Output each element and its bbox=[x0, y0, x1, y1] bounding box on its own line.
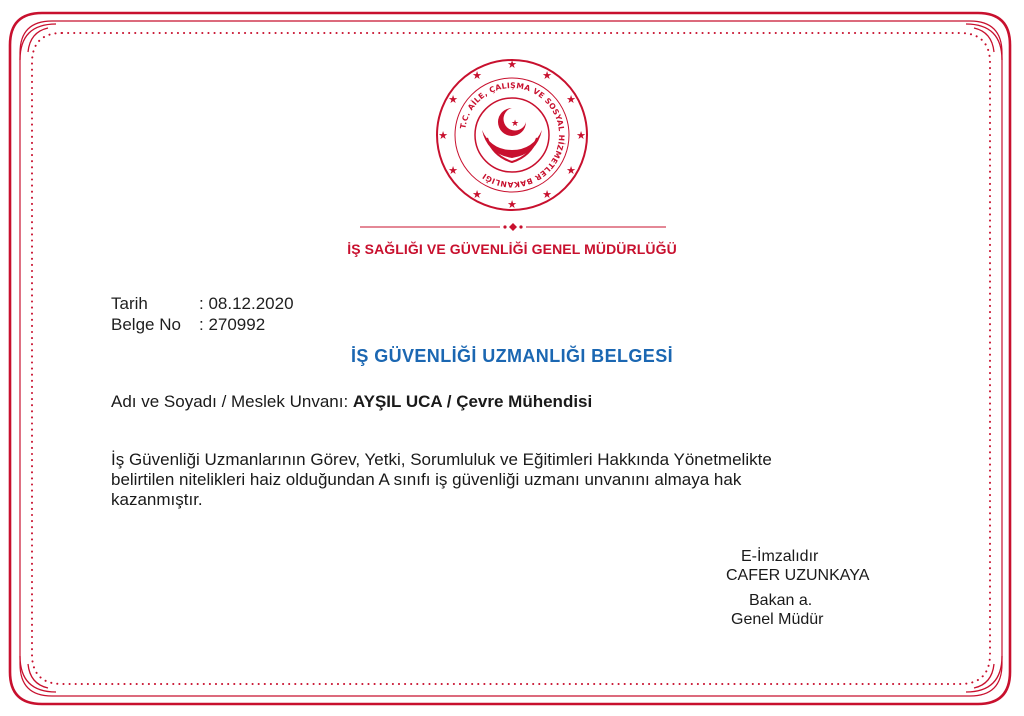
ornamental-divider bbox=[360, 222, 666, 232]
svg-text:★: ★ bbox=[542, 69, 552, 82]
svg-text:★: ★ bbox=[448, 164, 458, 177]
directorate-title: İŞ SAĞLIĞI VE GÜVENLİĞİ GENEL MÜDÜRLÜĞÜ bbox=[347, 241, 677, 257]
svg-text:T.C. AİLE, ÇALIŞMA VE SOSYAL H: T.C. AİLE, ÇALIŞMA VE SOSYAL HİZMETLER BAKANLIĞI bbox=[458, 80, 567, 190]
on-behalf-note: Bakan a. bbox=[749, 592, 813, 609]
svg-text:★: ★ bbox=[438, 129, 448, 142]
date-value: : 08.12.2020 bbox=[199, 294, 294, 313]
svg-text:★: ★ bbox=[566, 164, 576, 177]
svg-text:★: ★ bbox=[507, 58, 517, 71]
e-signed-note: E-İmzalıdır bbox=[741, 548, 819, 565]
body-line: kazanmıştır. bbox=[111, 490, 203, 509]
signatory-name: CAFER UZUNKAYA bbox=[726, 567, 870, 584]
document-number-value: : 270992 bbox=[199, 315, 266, 334]
body-line: İş Güvenliği Uzmanlarının Görev, Yetki, Sorumluluk ve Eğitimleri Hakkında Yönetmelikte bbox=[111, 450, 772, 469]
svg-text:★: ★ bbox=[448, 93, 458, 106]
date-row bbox=[111, 294, 294, 314]
certificate-title: İŞ GÜVENLİĞİ UZMANLIĞI BELGESİ bbox=[350, 346, 674, 366]
svg-text:★: ★ bbox=[566, 93, 576, 106]
signatory-title: Genel Müdür bbox=[731, 611, 824, 628]
certificate-body bbox=[111, 450, 911, 510]
holder-line bbox=[111, 392, 592, 412]
svg-text:★: ★ bbox=[542, 188, 552, 201]
svg-text:★: ★ bbox=[472, 69, 482, 82]
document-number-label: Belge No bbox=[111, 315, 181, 334]
ministry-seal-logo bbox=[435, 58, 589, 212]
svg-text:★: ★ bbox=[510, 119, 520, 129]
body-line: belirtilen nitelikleri haiz olduğundan A sınıfı iş güvenliği uzmanı unvanını almaya hak bbox=[111, 470, 742, 489]
svg-text:★: ★ bbox=[472, 188, 482, 201]
document-number-row bbox=[111, 315, 265, 335]
date-label: Tarih bbox=[111, 294, 148, 313]
holder-label: Adı ve Soyadı / Meslek Unvanı: bbox=[111, 392, 349, 411]
svg-text:★: ★ bbox=[507, 198, 517, 211]
holder-value: AYŞIL UCA / Çevre Mühendisi bbox=[352, 392, 593, 411]
svg-text:★: ★ bbox=[576, 129, 586, 142]
